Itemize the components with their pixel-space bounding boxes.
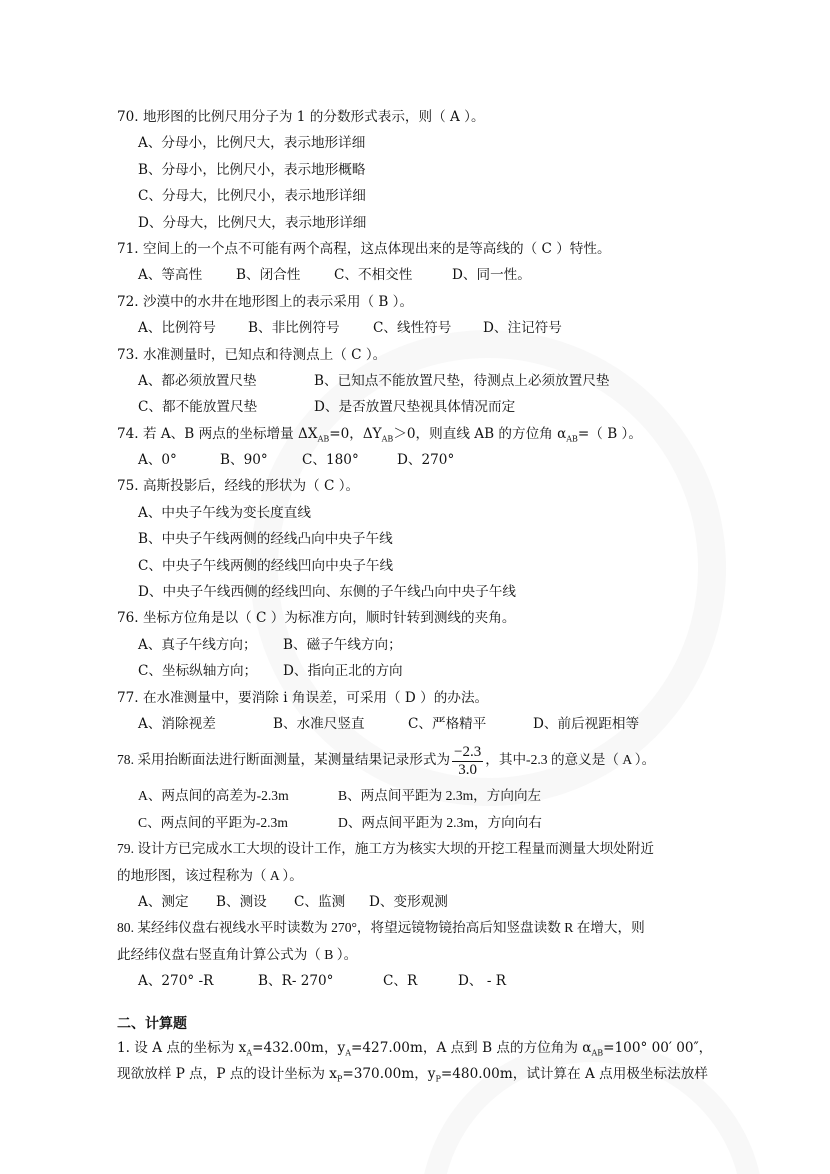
question-70: 70. 地形图的比例尺用分子为 1 的分数形式表示，则（ A ）。: [117, 109, 485, 125]
question-75: 75. 高斯投影后，经线的形状为（ C ）。: [117, 478, 360, 495]
question-80: 80. 某经纬仪盘右视线水平时读数为 270°，将望远镜物镜抬高后知竖盘读数 R 在增大，则: [117, 920, 645, 936]
question-72: 72. 沙漠中的水井在地形图上的表示采用（ B ）。: [117, 293, 414, 310]
question-77: 77. 在水准测量中，要消除 i 角误差，可采用（ D ）的办法。: [117, 689, 489, 706]
question-text: 78. 采用抬断面法进行断面测量，某测量结果记录形式为: [117, 752, 451, 768]
question-text: =0，ΔY: [329, 425, 382, 442]
question-text: ＞0，则直线 AB 的方位角 α: [393, 425, 567, 442]
option: C、线性符号: [373, 320, 452, 337]
question-text: 1. 设 A 点的坐标为 x: [117, 1039, 247, 1056]
fraction: [452, 744, 483, 780]
option: B、R- 270°: [258, 973, 334, 990]
question-text: 现欲放样 P 点，P 点的设计坐标为 x: [117, 1065, 337, 1082]
option: A、真子午线方向；: [138, 636, 257, 653]
subscript: A: [345, 1048, 351, 1058]
option: B、90°: [220, 452, 268, 469]
options-row: [117, 315, 717, 341]
option: C、中央子午线两侧的经线凹向中央子午线: [138, 557, 394, 574]
option: A、测定: [138, 893, 189, 910]
options-row: [117, 262, 717, 288]
option: B、非比例符号: [248, 320, 340, 337]
option: D、指向正北的方向: [283, 663, 403, 680]
question-79-cont: 的地形图，该过程称为（ A ）。: [117, 867, 303, 883]
option: A、0°: [138, 452, 177, 469]
options-row: [117, 632, 717, 658]
option: B、两点间平距为 2.3m，方向向左: [338, 788, 542, 804]
subscript: A: [246, 1048, 253, 1058]
option: C、两点间的平距为-2.3m: [138, 814, 288, 830]
option: C、分母大，比例尺小，表示地形详细: [138, 188, 366, 205]
question-73: 73. 水准测量时，已知点和待测点上（ C ）。: [117, 346, 387, 363]
question-text: =100° 00′ 00″，: [603, 1039, 713, 1056]
option: D、注记符号: [483, 320, 562, 337]
options-row: [117, 394, 717, 420]
calc-question-1: [117, 1035, 717, 1061]
question-71: 71. 空间上的一个点不可能有两个高程，这点体现出来的是等高线的（ C ）特性。: [117, 240, 611, 257]
option: D、前后视距相等: [533, 715, 640, 732]
option: D、两点间平距为 2.3m，方向向右: [338, 814, 542, 830]
option: D、 - R: [458, 973, 506, 990]
option: C、都不能放置尺垫: [138, 399, 258, 416]
option: B、中央子午线两侧的经线凸向中央子午线: [138, 531, 393, 548]
question-text: ，其中-2.3 的意义是（ A ）。: [485, 752, 656, 768]
option: D、同一性。: [452, 267, 531, 284]
option: D、是否放置尺垫视具体情况而定: [314, 399, 516, 416]
option: C、严格精平: [408, 715, 487, 732]
question-list: [117, 104, 717, 1087]
options-row: [117, 889, 717, 915]
option: B、已知点不能放置尺垫，待测点上必须放置尺垫: [314, 372, 610, 389]
option: A、270° -R: [138, 973, 214, 990]
question-text: =432.00m，y: [252, 1039, 346, 1056]
option: B、分母小，比例尺小，表示地形概略: [138, 161, 366, 178]
subscript: AB: [566, 434, 578, 444]
option: C、180°: [302, 452, 359, 469]
option: B、水准尺竖直: [273, 715, 365, 732]
question-80-cont: 此经纬仪盘右竖直角计算公式为（ B ）。: [117, 946, 358, 962]
question-text: =370.00m，y: [342, 1065, 436, 1082]
fraction-numerator: −2.3: [452, 744, 483, 762]
option: C、监测: [294, 893, 346, 910]
question-text: =427.00m，A 点到 B 点的方位角为 α: [351, 1039, 592, 1056]
question-74: [117, 421, 717, 447]
options-row: [117, 368, 717, 394]
option: D、分母大，比例尺大，表示地形详细: [138, 214, 367, 231]
option: A、消除视差: [138, 715, 216, 732]
option: C、R: [383, 973, 418, 990]
question-text: 74. 若 A、B 两点的坐标增量 ΔX: [117, 425, 318, 442]
calc-question-1-cont: [117, 1061, 717, 1087]
option: D、中央子午线西侧的经线凹向、东侧的子午线凸向中央子午线: [138, 584, 516, 601]
subscript: AB: [591, 1048, 604, 1058]
option: D、变形观测: [369, 893, 448, 910]
option: D、270°: [397, 452, 455, 469]
options-row: [117, 658, 717, 684]
subscript: P: [336, 1074, 343, 1084]
option: B、闭合性: [236, 267, 301, 284]
subscript: AB: [317, 434, 330, 444]
subscript: AB: [381, 434, 394, 444]
options-row: [117, 810, 717, 836]
options-row: [117, 968, 717, 994]
section-heading: 二、计算题: [117, 1015, 187, 1032]
question-79: 79. 设计方已完成水工大坝的设计工作，施工方为核实大坝的开挖工程量而测量大坝处附近: [117, 841, 654, 857]
question-text: =480.00m，试计算在 A 点用极坐标法放样: [440, 1065, 708, 1082]
question-76: 76. 坐标方位角是以（ C ）为标准方向，顺时针转到测线的夹角。: [117, 610, 516, 627]
question-78: [117, 737, 717, 783]
option: A、中央子午线为变长度直线: [138, 504, 311, 521]
option: B、磁子午线方向；: [283, 636, 402, 653]
options-row: [117, 711, 717, 737]
option: A、都必须放置尺垫: [138, 372, 257, 389]
option: C、不相交性: [334, 267, 413, 284]
option: C、坐标纵轴方向；: [138, 663, 258, 680]
option: A、两点间的高差为-2.3m: [138, 788, 289, 804]
option: A、比例符号: [138, 320, 216, 337]
fraction-denominator: 3.0: [458, 761, 478, 778]
option: A、分母小，比例尺大，表示地形详细: [138, 135, 366, 152]
option: B、测设: [216, 893, 267, 910]
option: A、等高性: [138, 267, 203, 284]
question-text: =（ B ）。: [577, 425, 642, 442]
options-row: [117, 447, 717, 473]
options-row: [117, 783, 717, 809]
subscript: P: [435, 1074, 441, 1084]
